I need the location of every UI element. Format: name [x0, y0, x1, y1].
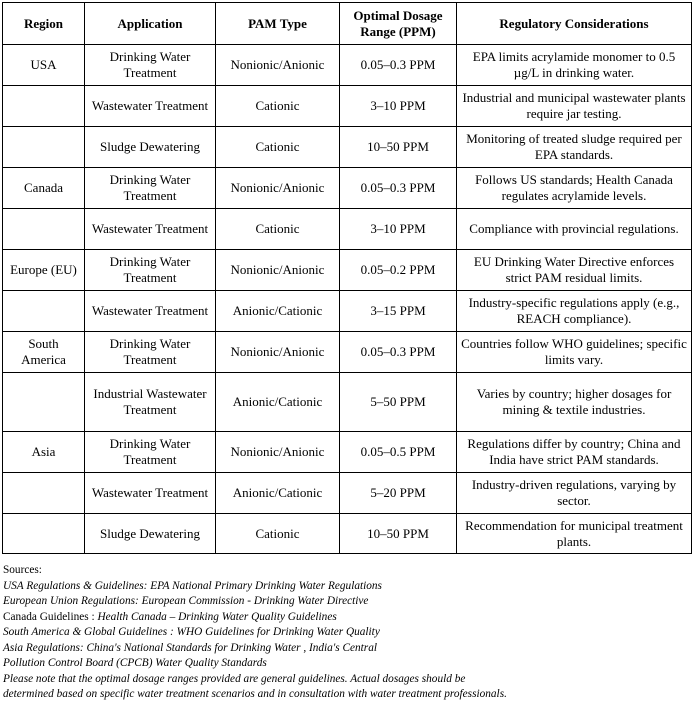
header-dosage: Optimal Dosage Range (PPM) — [340, 3, 457, 45]
cell-region — [3, 291, 85, 332]
cell-dosage: 0.05–0.3 PPM — [340, 332, 457, 373]
table-row — [3, 127, 692, 168]
cell-pam-type: Nonionic/Anionic — [216, 432, 340, 473]
sources-heading: Sources: — [3, 564, 42, 576]
note-line1: Please note that the optimal dosage ranges provided are general guidelines. Actual dosages should be — [3, 672, 466, 685]
cell-region — [3, 86, 85, 127]
cell-application: Drinking Water Treatment — [85, 332, 216, 373]
cell-regulatory: Recommendation for municipal treatment plants. — [457, 514, 692, 554]
cell-application: Sludge Dewatering — [85, 127, 216, 168]
cell-regulatory: Industrial and municipal wastewater plants require jar testing. — [457, 86, 692, 127]
cell-regulatory: EPA limits acrylamide monomer to 0.5 µg/L in drinking water. — [457, 45, 692, 86]
table-row — [3, 432, 692, 473]
source-usa: USA Regulations & Guidelines: EPA National Primary Drinking Water Regulations — [3, 579, 382, 592]
table-row — [3, 250, 692, 291]
cell-region — [3, 514, 85, 554]
cell-regulatory: EU Drinking Water Directive enforces strict PAM residual limits. — [457, 250, 692, 291]
table-row — [3, 514, 692, 554]
cell-dosage: 3–10 PPM — [340, 86, 457, 127]
source-canada — [3, 610, 693, 626]
table-row — [3, 373, 692, 432]
cell-pam-type: Cationic — [216, 127, 340, 168]
source-canada-label: Canada Guidelines : — [3, 610, 98, 623]
cell-application: Wastewater Treatment — [85, 291, 216, 332]
cell-dosage: 3–15 PPM — [340, 291, 457, 332]
cell-region — [3, 373, 85, 432]
table-row — [3, 45, 692, 86]
cell-pam-type: Anionic/Cationic — [216, 473, 340, 514]
cell-application: Drinking Water Treatment — [85, 168, 216, 209]
cell-application: Wastewater Treatment — [85, 86, 216, 127]
cell-pam-type: Nonionic/Anionic — [216, 45, 340, 86]
cell-regulatory: Monitoring of treated sludge required per EPA standards. — [457, 127, 692, 168]
cell-application: Industrial Wastewater Treatment — [85, 373, 216, 432]
cell-dosage: 0.05–0.3 PPM — [340, 168, 457, 209]
cell-regulatory: Industry-driven regulations, varying by sector. — [457, 473, 692, 514]
cell-pam-type: Cationic — [216, 86, 340, 127]
cell-region: Asia — [3, 432, 85, 473]
header-region: Region — [3, 3, 85, 45]
note-line2: determined based on specific water treatment scenarios and in consultation with water treatment professionals. — [3, 688, 507, 700]
table-row — [3, 332, 692, 373]
cell-pam-type: Anionic/Cationic — [216, 373, 340, 432]
cell-dosage: 0.05–0.3 PPM — [340, 45, 457, 86]
cell-dosage: 0.05–0.5 PPM — [340, 432, 457, 473]
cell-region: Canada — [3, 168, 85, 209]
cell-pam-type: Nonionic/Anionic — [216, 332, 340, 373]
cell-regulatory: Industry-specific regulations apply (e.g., REACH compliance). — [457, 291, 692, 332]
source-canada-value: Health Canada – Drinking Water Quality Guidelines — [97, 610, 337, 623]
cell-dosage: 3–10 PPM — [340, 209, 457, 250]
sources-section — [3, 563, 693, 703]
table-row — [3, 86, 692, 127]
cell-region: USA — [3, 45, 85, 86]
cell-dosage: 0.05–0.2 PPM — [340, 250, 457, 291]
table-row — [3, 291, 692, 332]
table-row — [3, 168, 692, 209]
table-row — [3, 473, 692, 514]
cell-region: Europe (EU) — [3, 250, 85, 291]
cell-pam-type: Cationic — [216, 209, 340, 250]
source-asia-line1: Asia Regulations: China's National Standards for Drinking Water , India's Central — [3, 641, 377, 654]
cell-dosage: 5–20 PPM — [340, 473, 457, 514]
cell-region: South America — [3, 332, 85, 373]
table-header-row — [3, 3, 692, 45]
cell-pam-type: Anionic/Cationic — [216, 291, 340, 332]
cell-dosage: 10–50 PPM — [340, 127, 457, 168]
source-eu: European Union Regulations: European Commission - Drinking Water Directive — [3, 595, 369, 607]
header-application: Application — [85, 3, 216, 45]
cell-dosage: 5–50 PPM — [340, 373, 457, 432]
cell-pam-type: Nonionic/Anionic — [216, 168, 340, 209]
source-south-america: South America & Global Guidelines : WHO Guidelines for Drinking Water Quality — [3, 626, 380, 638]
source-asia-line2: Pollution Control Board (CPCB) Water Quality Standards — [3, 657, 267, 669]
cell-pam-type: Cationic — [216, 514, 340, 554]
cell-regulatory: Varies by country; higher dosages for mining & textile industries. — [457, 373, 692, 432]
table-row — [3, 209, 692, 250]
cell-application: Drinking Water Treatment — [85, 250, 216, 291]
cell-dosage: 10–50 PPM — [340, 514, 457, 554]
cell-application: Wastewater Treatment — [85, 209, 216, 250]
cell-region — [3, 127, 85, 168]
cell-application: Wastewater Treatment — [85, 473, 216, 514]
cell-regulatory: Regulations differ by country; China and India have strict PAM standards. — [457, 432, 692, 473]
cell-application: Drinking Water Treatment — [85, 432, 216, 473]
cell-regulatory: Countries follow WHO guidelines; specific limits vary. — [457, 332, 692, 373]
cell-application: Drinking Water Treatment — [85, 45, 216, 86]
header-regulatory: Regulatory Considerations — [457, 3, 692, 45]
cell-application: Sludge Dewatering — [85, 514, 216, 554]
cell-pam-type: Nonionic/Anionic — [216, 250, 340, 291]
cell-region — [3, 473, 85, 514]
pam-dosage-table — [2, 2, 692, 554]
cell-region — [3, 209, 85, 250]
cell-regulatory: Follows US standards; Health Canada regulates acrylamide levels. — [457, 168, 692, 209]
cell-regulatory: Compliance with provincial regulations. — [457, 209, 692, 250]
header-pam-type: PAM Type — [216, 3, 340, 45]
